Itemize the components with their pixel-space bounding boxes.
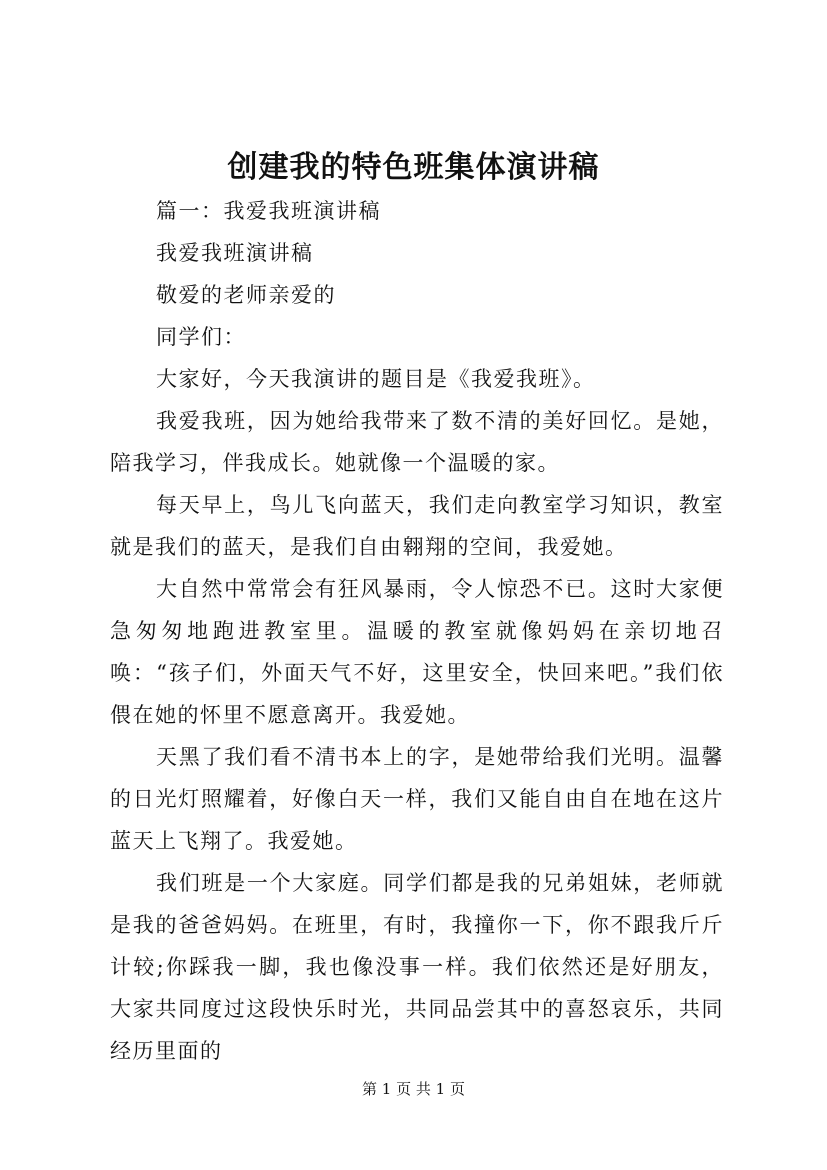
document-title: 创建我的特色班集体演讲稿 bbox=[227, 150, 600, 185]
document-body bbox=[110, 190, 724, 1072]
paragraph: 我们班是一个大家庭。同学们都是我的兄弟姐妹，老师就是我的爸爸妈妈。在班里，有时，我撞你一下，你不跟我斤斤计较;你踩我一脚，我也像没事一样。我们依然还是好朋友，大家共同度过这段快乐时光，共同品尝其中的喜怒哀乐，共同经历里面的 bbox=[110, 871, 724, 1063]
paragraph: 大家好，今天我演讲的题目是《我爱我班》。 bbox=[156, 367, 596, 391]
page-number-footer: 第 1 页 共 1 页 bbox=[362, 1080, 465, 1098]
paragraph: 天黑了我们看不清书本上的字，是她带给我们光明。温馨的日光灯照耀着，好像白天一样，我们又能自由自在地在这片蓝天上飞翔了。我爱她。 bbox=[110, 745, 724, 853]
paragraph: 敬爱的老师亲爱的 bbox=[156, 283, 336, 307]
paragraph: 我爱我班演讲稿 bbox=[156, 241, 314, 265]
paragraph: 我爱我班，因为她给我带来了数不清的美好回忆。是她，陪我学习，伴我成长。她就像一个温暖的家。 bbox=[110, 409, 724, 475]
paragraph: 篇一：我爱我班演讲稿 bbox=[156, 199, 381, 223]
paragraph: 大自然中常常会有狂风暴雨，令人惊恐不已。这时大家便急匆匆地跑进教室里。温暖的教室就像妈妈在亲切地召唤：“孩子们，外面天气不好，这里安全，快回来吧。”我们依偎在她的怀里不愿意离开。我爱她。 bbox=[110, 577, 724, 727]
paragraph: 同学们： bbox=[156, 325, 246, 349]
paragraph: 每天早上，鸟儿飞向蓝天，我们走向教室学习知识，教室就是我们的蓝天，是我们自由翱翔的空间，我爱她。 bbox=[110, 493, 724, 559]
